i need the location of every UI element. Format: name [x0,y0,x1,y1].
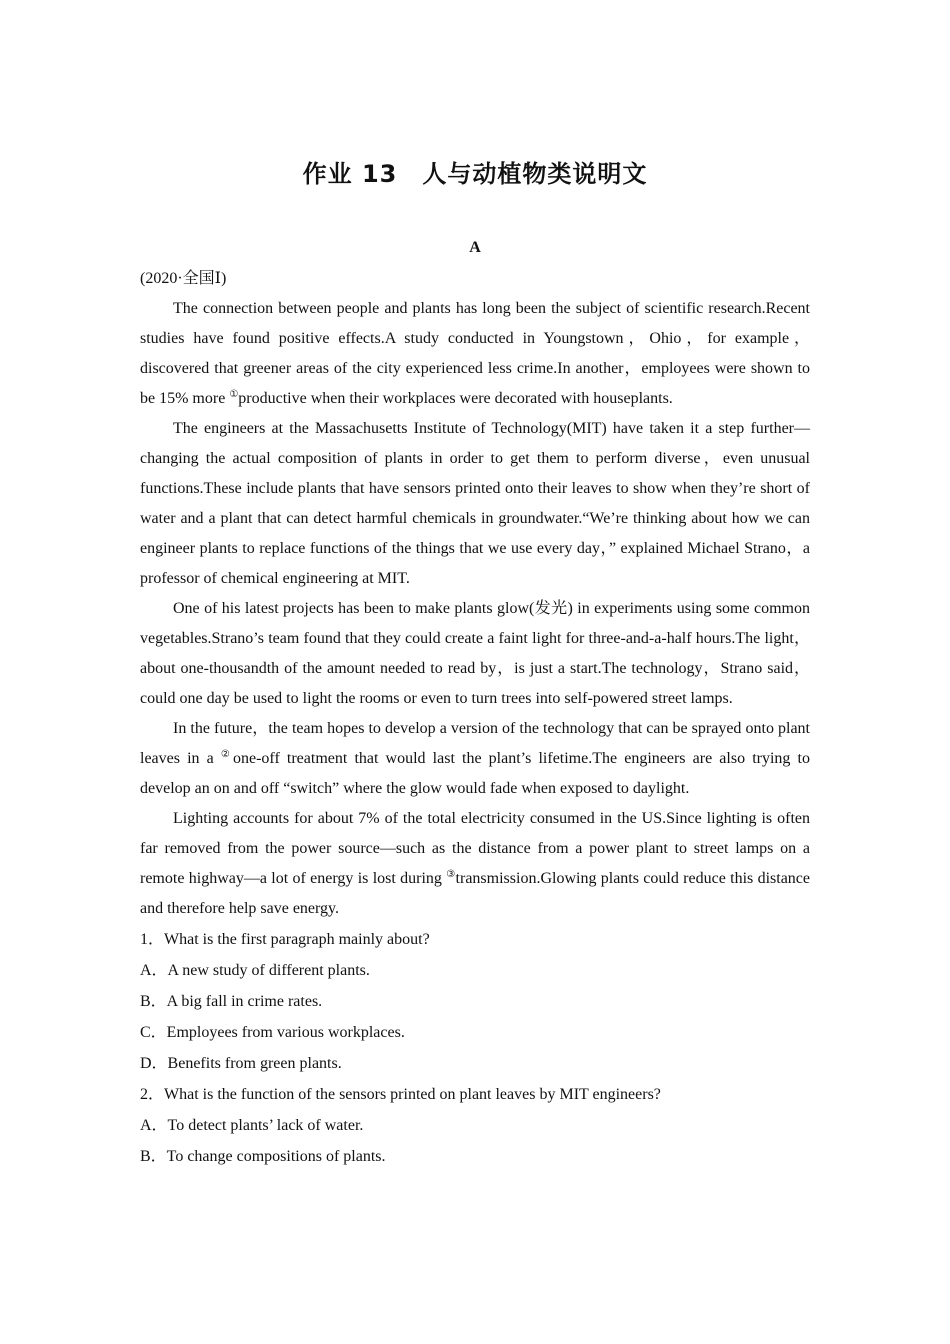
paragraph-1 [140,294,810,414]
footnote-marker-2: ② [220,749,233,760]
page-title: 作业 13 人与动植物类说明文 [302,160,648,188]
source-note: (2020·全国Ⅰ) [140,270,227,287]
footnote-marker-1: ① [229,389,239,400]
paragraph-1-text-b: productive when their workplaces were decorated with houseplants. [238,390,673,407]
paragraph-4 [140,714,810,804]
paragraph-3: One of his latest projects has been to make plants glow(发光) in experiments using some common vegetables.Strano’s team found that they could create a faint light for three-and-a-half hours.The light，about one-thousandth of the amount needed to read by，is just a start.The technology，Strano said，could one day be used to light the rooms or even to turn trees into self-powered street lamps. [140,600,811,707]
paragraph-2: The engineers at the Massachusetts Institute of Technology(MIT) have taken it a step further—changing the actual composition of plants in order to get them to perform diverse，even unusual functions.These include plants that have sensors printed onto their leaves to show when they’re short of water and a plant that can detect harmful chemicals in groundwater.“We’re thinking about how we can engineer plants to replace functions of the things that we use every day，” explained Michael Strano，a professor of chemical engineering at MIT. [140,420,810,587]
question-1-option-d: D．Benefits from green plants. [140,1055,342,1072]
question-1-option-a: A．A new study of different plants. [140,962,370,979]
question-1-option-c: C．Employees from various workplaces. [140,1024,405,1041]
paragraph-5-text-b: transmission.Glowing plants could reduce this distance and therefore help save energy. [140,870,810,917]
question-1-option-b: B．A big fall in crime rates. [140,993,323,1010]
question-2-option-a: A．To detect plants’ lack of water. [140,1117,364,1134]
question-1-stem: 1．What is the first paragraph mainly about? [140,931,430,948]
section-label: A [469,239,481,256]
paragraph-5 [140,804,810,924]
question-2-option-b: B．To change compositions of plants. [140,1148,386,1165]
passage-body [140,264,810,1172]
question-2-stem: 2．What is the function of the sensors printed on plant leaves by MIT engineers? [140,1086,661,1103]
footnote-marker-3: ③ [446,869,456,880]
paragraph-4-text-a: In the future，the team hopes to develop a version of the technology that can be sprayed onto plant leaves in a [140,720,810,767]
paragraph-4-text-b: one-off treatment that would last the plant’s lifetime.The engineers are also trying to develop an on and off “switch” where the glow would fade when exposed to daylight. [140,750,810,797]
paragraph-1-text-a: The connection between people and plants has long been the subject of scientific research.Recent studies have found positive effects.A study conducted in Youngstown，Ohio，for example，discovered that greener areas of the city experienced less crime.In another，employees were shown to be 15% more [140,300,810,407]
paragraph-5-text-a: Lighting accounts for about 7% of the total electricity consumed in the US.Since lighting is often far removed from the power source—such as the distance from a power plant to street lamps on a remote highway—a lot of energy is lost during [140,810,810,887]
